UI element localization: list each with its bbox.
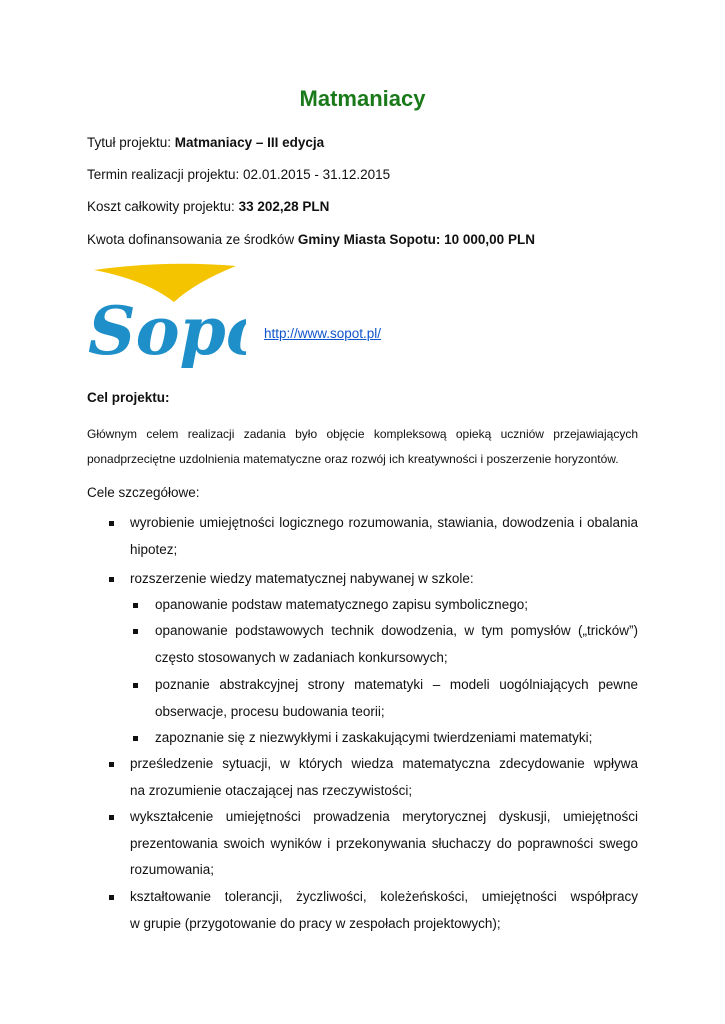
detailed-goals-label: Cele szczegółowe: xyxy=(87,485,200,500)
bullet-icon xyxy=(109,762,114,767)
project-title-line xyxy=(87,135,324,150)
list-item-line: w grupie (przygotowanie do pracy w zespołach projektowych); xyxy=(130,915,501,931)
list-item-line: rozumowania; xyxy=(130,862,215,877)
sopot-website-link[interactable]: http://www.sopot.pl/ xyxy=(264,326,382,341)
list-item-line: prezentowania swoich wyników i przekonywania słuchaczy do poprawności swego xyxy=(130,835,638,851)
project-cost-line xyxy=(87,199,329,214)
bullet-icon xyxy=(133,603,138,608)
bullet-icon xyxy=(109,521,114,526)
list-item-line: wyrobienie umiejętności logicznego rozumowania, stawiania, dowodzenia i obalania xyxy=(130,515,638,530)
list-item-line: zapoznanie się z niezwykłymi i zaskakującymi twierdzeniami matematyki; xyxy=(155,730,593,745)
page-title: Matmaniacy xyxy=(299,86,426,111)
sopot-logo-text: Sop xyxy=(88,292,226,370)
bullet-icon xyxy=(133,683,138,688)
project-cost-value: 33 202,28 PLN xyxy=(238,199,330,214)
project-term-line: Termin realizacji projektu: 02.01.2015 - 31.12.2015 xyxy=(87,167,391,182)
goal-paragraph-line-1: Głównym celem realizacji zadania było objęcie kompleksową opieką uczniów przejawiających xyxy=(87,427,638,441)
bullet-icon xyxy=(109,815,114,820)
goal-heading: Cel projektu: xyxy=(87,390,170,405)
list-item-line: często stosowanych w zadaniach konkursowych; xyxy=(155,649,448,665)
funding-value: Gminy Miasta Sopotu: 10 000,00 PLN xyxy=(297,232,535,247)
funding-label: Kwota dofinansowania ze środków xyxy=(87,232,298,247)
list-item-line: hipotez; xyxy=(130,541,178,557)
funding-line xyxy=(87,232,535,247)
bullet-icon xyxy=(109,577,114,582)
list-item-line: opanowanie podstawowych technik dowodzenia, w tym pomysłów („tricków”) xyxy=(155,623,638,638)
list-item-line: opanowanie podstaw matematycznego zapisu symbolicznego; xyxy=(155,597,528,612)
list-item-line: kształtowanie tolerancji, życzliwości, koleżeńskości, umiejętności współpracy xyxy=(130,889,638,904)
list-item-line: prześledzenie sytuacji, w których wiedza matematyczna zdecydowanie wpływa xyxy=(130,756,638,771)
goal-paragraph-line-2: ponadprzeciętne uzdolnienia matematyczne oraz rozwój ich kreatywności i poszerzenie horyzontów. xyxy=(87,452,619,466)
list-item-line: obserwacje, procesu budowania teorii; xyxy=(155,703,385,719)
bullet-icon xyxy=(109,895,114,900)
bullet-icon xyxy=(133,629,138,634)
list-item-line: rozszerzenie wiedzy matematycznej nabywanej w szkole: xyxy=(130,571,474,586)
list-item-line: na zrozumienie otaczającej nas rzeczywistości; xyxy=(130,782,413,798)
bullet-icon xyxy=(133,736,138,741)
project-cost-label: Koszt całkowity projektu: xyxy=(87,199,239,214)
sopot-logo xyxy=(86,262,246,382)
list-item-line: wykształcenie umiejętności prowadzenia merytorycznej dyskusji, umiejętności xyxy=(130,809,638,824)
list-item-line: poznanie abstrakcyjnej strony matematyki – modeli uogólniających pewne xyxy=(155,677,638,692)
project-title-value: Matmaniacy – III edycja xyxy=(174,135,325,150)
project-title-label: Tytuł projektu: xyxy=(87,135,175,150)
